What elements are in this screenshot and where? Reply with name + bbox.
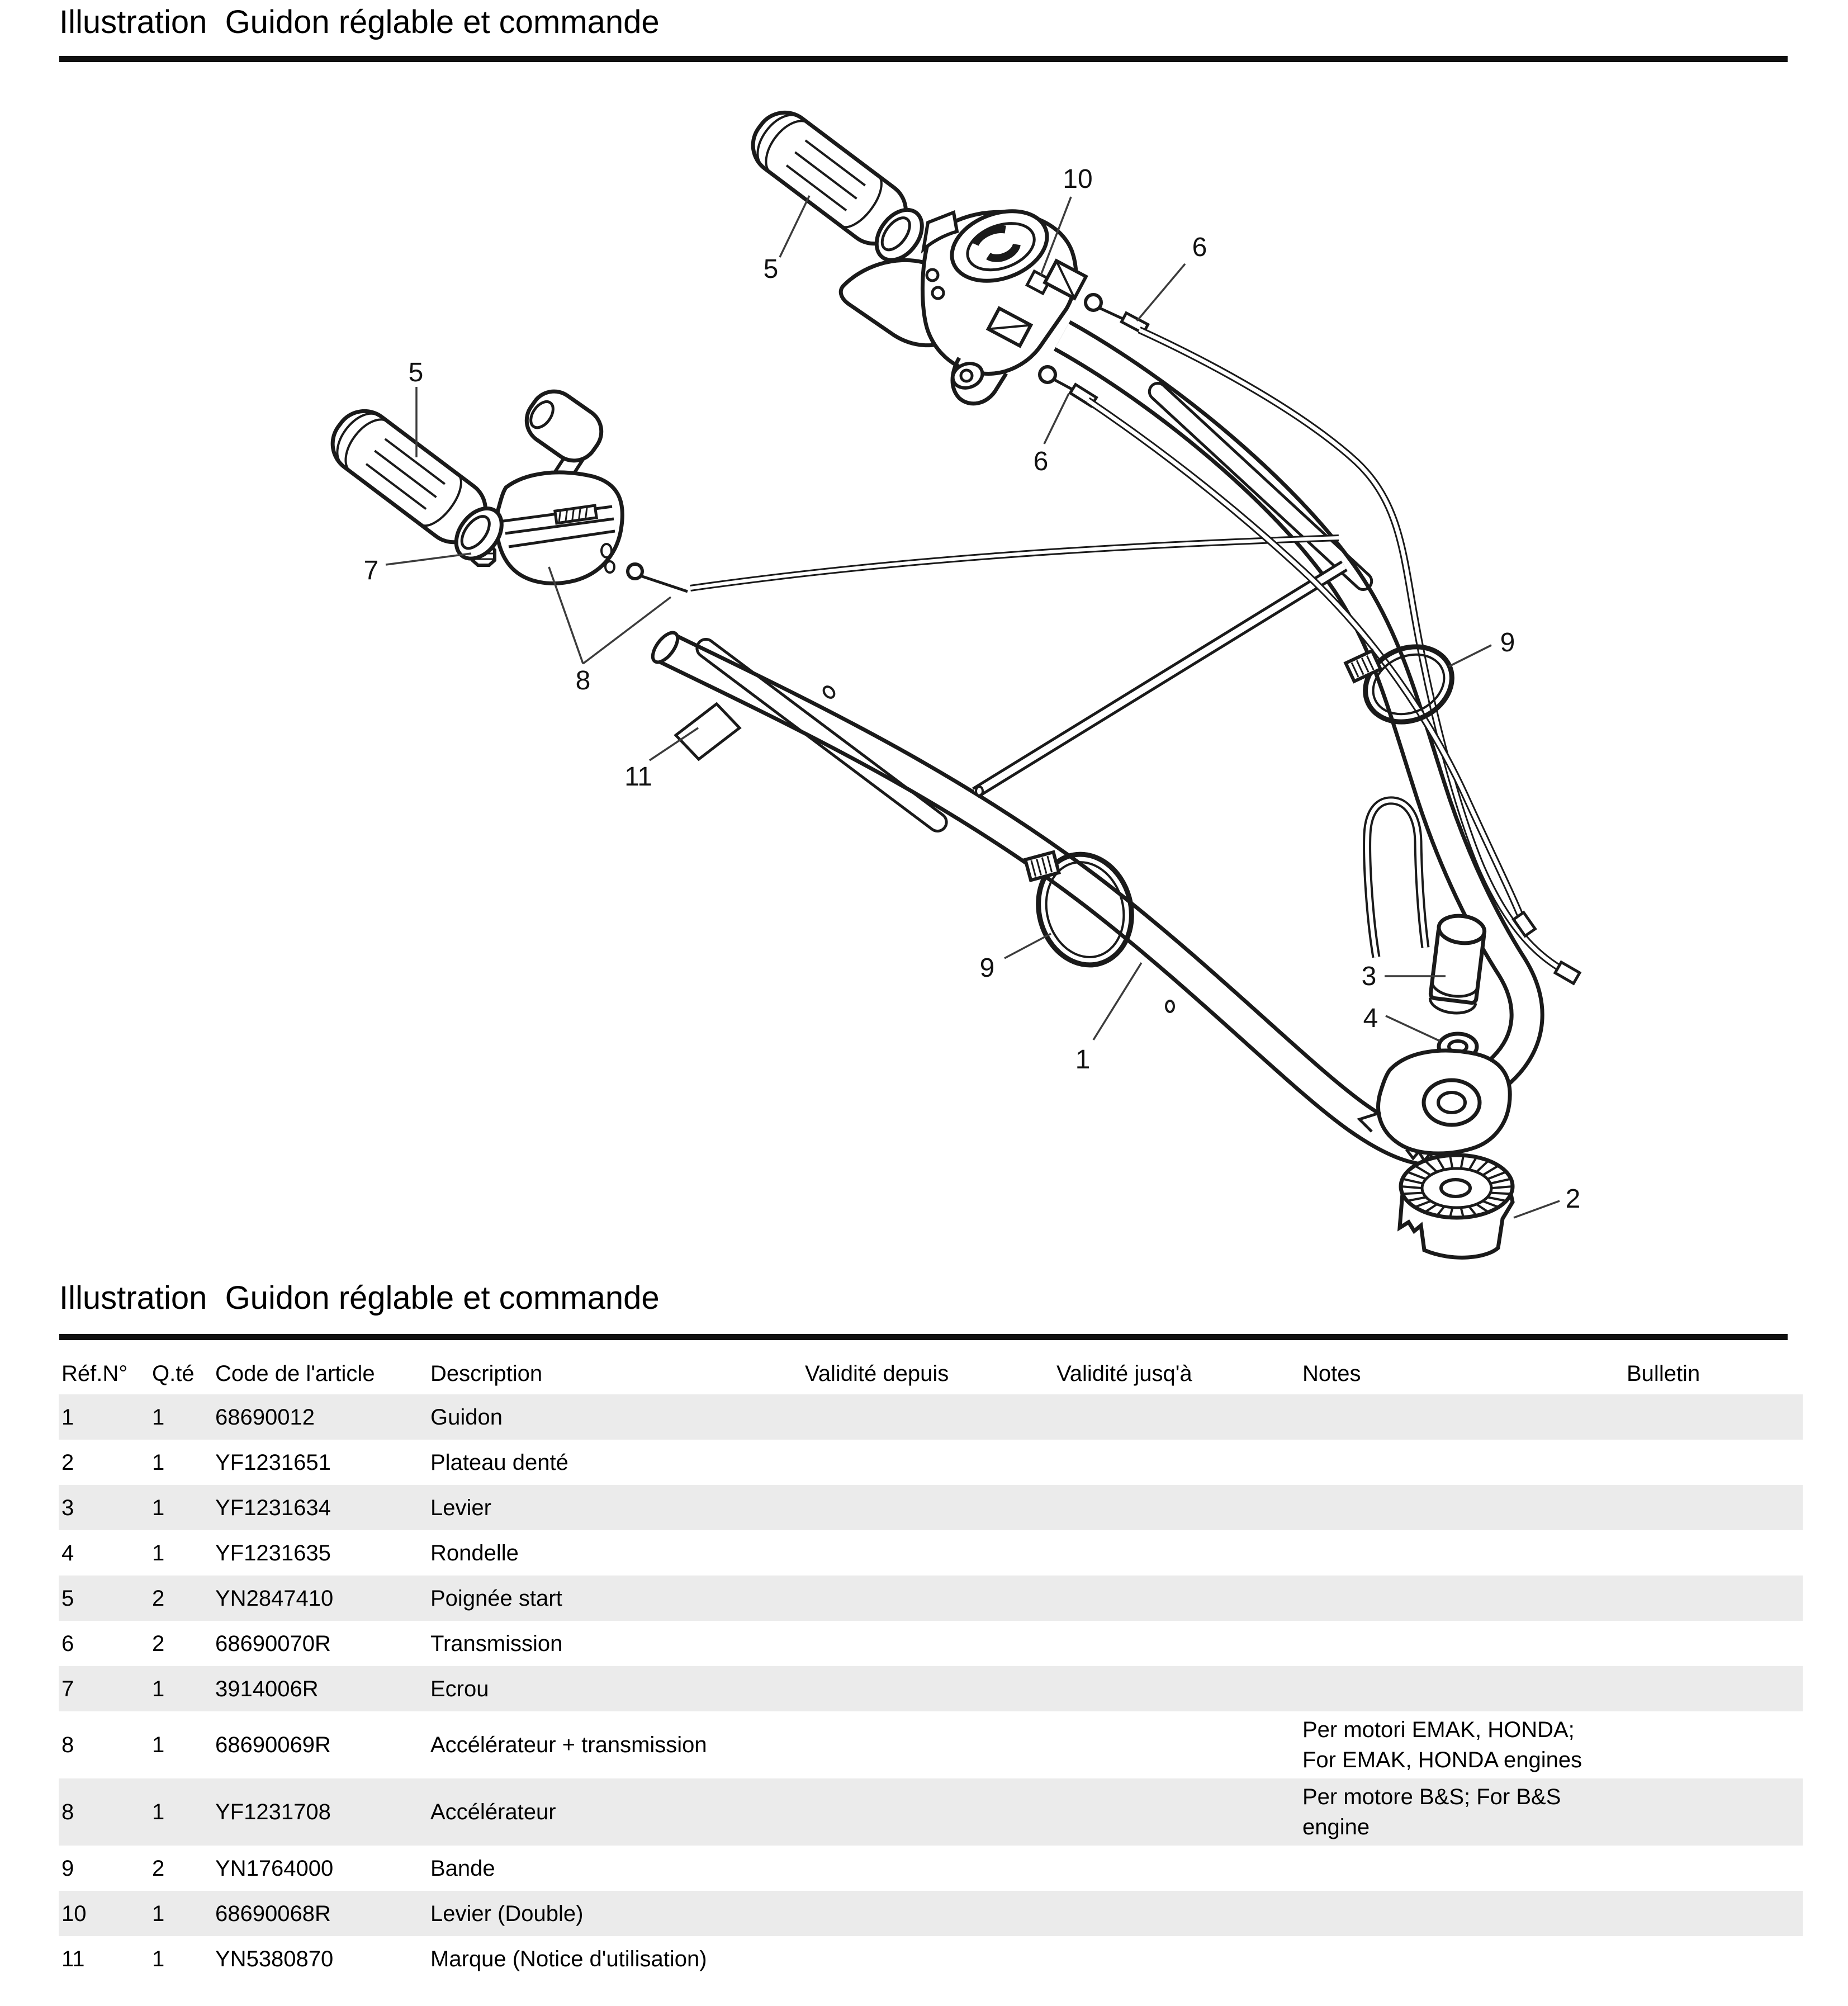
- cell-ref: 11: [61, 1946, 85, 1971]
- callout-label: 4: [1363, 1004, 1378, 1033]
- callout-label: 8: [575, 666, 591, 696]
- table-divider: [59, 1334, 1788, 1340]
- leader-line: [780, 196, 809, 257]
- table-row: [59, 1936, 1803, 1981]
- callout-label: 3: [1361, 962, 1377, 991]
- table-row: [59, 1485, 1803, 1530]
- table-row: [59, 1621, 1803, 1666]
- cell-code: YF1231634: [215, 1495, 331, 1520]
- col-description: Description: [430, 1361, 543, 1386]
- cell-qty: 1: [152, 1450, 165, 1475]
- cell-ref: 6: [61, 1631, 74, 1656]
- table-row: [59, 1666, 1803, 1711]
- cell-code: 68690012: [215, 1404, 315, 1430]
- cell-qty: 1: [152, 1676, 165, 1701]
- cell-code: 68690068R: [215, 1901, 331, 1926]
- parts-table-body: [59, 1394, 1803, 1981]
- leader-line: [1044, 394, 1069, 444]
- cell-qty: 1: [152, 1495, 165, 1520]
- leader-line: [1514, 1201, 1560, 1218]
- part-handlebar: [648, 335, 1527, 1149]
- cell-qty: 1: [152, 1901, 165, 1926]
- col-code: Code de l'article: [215, 1361, 375, 1386]
- cell-desc: Accélérateur: [430, 1800, 556, 1824]
- cell-desc: Levier (Double): [430, 1901, 584, 1926]
- cell-qty: 2: [152, 1856, 165, 1881]
- cell-qty: 2: [152, 1586, 165, 1611]
- callout-label: 5: [763, 254, 779, 284]
- leader-line: [1137, 264, 1185, 321]
- cell-ref: 7: [61, 1676, 74, 1701]
- col-notes: Notes: [1302, 1361, 1361, 1386]
- callout-label: 10: [1063, 164, 1093, 194]
- col-ref: Réf.N°: [61, 1361, 128, 1386]
- table-row: [59, 1530, 1803, 1576]
- part-grip-left: [321, 400, 515, 567]
- cell-qty: 1: [152, 1404, 165, 1430]
- col-validity-to: Validité jusq'à: [1056, 1361, 1192, 1386]
- table-row: [59, 1576, 1803, 1621]
- leader-line: [1004, 934, 1051, 958]
- col-bulletin: Bulletin: [1627, 1361, 1700, 1386]
- cell-qty: 1: [152, 1733, 165, 1757]
- table-title: Illustration Guidon réglable et commande: [59, 1280, 660, 1316]
- cell-code: 68690069R: [215, 1733, 331, 1757]
- cell-desc: Ecrou: [430, 1676, 489, 1701]
- cell-ref: 5: [61, 1586, 74, 1611]
- table-row: [59, 1440, 1803, 1485]
- cell-ref: 3: [61, 1495, 74, 1520]
- cell-qty: 1: [152, 1946, 165, 1971]
- cell-desc: Plateau denté: [430, 1450, 568, 1475]
- callout-label: 5: [408, 358, 424, 387]
- part-grip-top: [741, 101, 935, 269]
- leader-line: [1386, 1016, 1440, 1041]
- cell-code: YN2847410: [215, 1586, 334, 1611]
- page-title: Illustration Guidon réglable et commande: [59, 4, 660, 40]
- cell-desc: Levier: [430, 1495, 491, 1520]
- cell-code: YF1231708: [215, 1800, 331, 1824]
- cell-ref: 9: [61, 1856, 74, 1881]
- callout-label: 2: [1565, 1184, 1581, 1214]
- part-manual-tag: [676, 704, 740, 759]
- cell-notes: Per motori EMAK, HONDA; For EMAK, HONDA engines: [1302, 1718, 1582, 1772]
- cell-desc: Transmission: [430, 1631, 563, 1656]
- cell-qty: 2: [152, 1631, 165, 1656]
- cell-qty: 1: [152, 1800, 165, 1824]
- cell-ref: 4: [61, 1540, 74, 1565]
- table-row: [59, 1891, 1803, 1936]
- callout-label: 1: [1075, 1045, 1091, 1075]
- part-lever-assembly: [496, 382, 622, 584]
- table-row: [59, 1778, 1803, 1846]
- cell-ref: 10: [61, 1901, 87, 1926]
- cell-ref: 8: [61, 1733, 74, 1757]
- cell-code: YF1231635: [215, 1540, 331, 1565]
- cell-notes: Per motore B&S; For B&S engine: [1302, 1785, 1561, 1839]
- cell-code: YF1231651: [215, 1450, 331, 1475]
- cell-code: 68690070R: [215, 1631, 331, 1656]
- callout-label: 9: [979, 953, 995, 983]
- cell-ref: 8: [61, 1800, 74, 1824]
- leader-line: [1093, 963, 1141, 1040]
- cell-code: YN5380870: [215, 1946, 334, 1971]
- callout-label: 6: [1033, 447, 1049, 476]
- col-qty: Q.té: [152, 1361, 195, 1386]
- cell-desc: Rondelle: [430, 1540, 519, 1565]
- callout-label: 9: [1500, 628, 1515, 657]
- cell-desc: Accélérateur + transmission: [430, 1733, 707, 1757]
- callout-label: 6: [1192, 233, 1207, 262]
- part-accelerator-cable: [628, 538, 1339, 592]
- table-row: [59, 1711, 1803, 1778]
- callout-label: 11: [624, 762, 652, 792]
- cell-desc: Guidon: [430, 1404, 503, 1430]
- cell-code: 3914006R: [215, 1676, 319, 1701]
- cell-ref: 2: [61, 1450, 74, 1475]
- cell-code: YN1764000: [215, 1856, 334, 1881]
- col-validity-from: Validité depuis: [805, 1361, 949, 1386]
- table-header: [59, 1353, 1803, 1394]
- cell-desc: Bande: [430, 1856, 495, 1881]
- table-row: [59, 1846, 1803, 1891]
- cell-desc: Poignée start: [430, 1586, 562, 1611]
- leader-line: [1449, 645, 1491, 666]
- part-toothed-plate: [1400, 1155, 1513, 1257]
- cell-ref: 1: [61, 1404, 74, 1430]
- cell-desc: Marque (Notice d'utilisation): [430, 1946, 707, 1971]
- cell-qty: 1: [152, 1540, 165, 1565]
- callout-label: 7: [363, 556, 379, 585]
- leader-line: [386, 553, 471, 565]
- table-row: [59, 1394, 1803, 1440]
